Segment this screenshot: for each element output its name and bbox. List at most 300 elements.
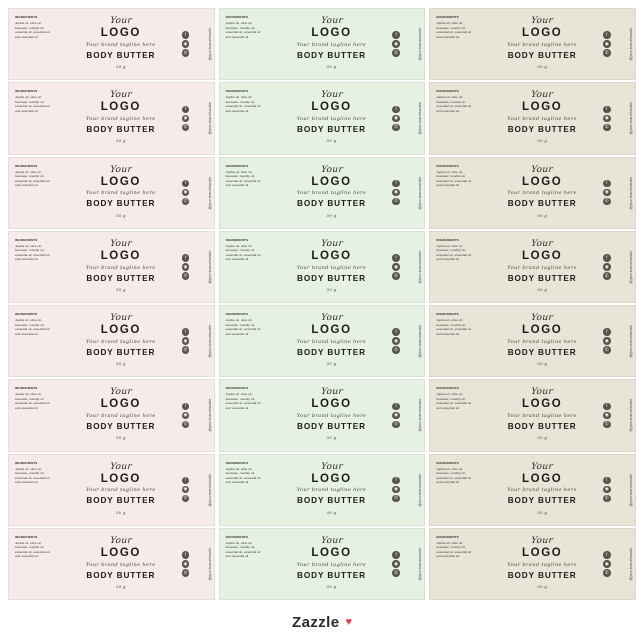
label-center [482, 380, 602, 450]
product-label[interactable] [429, 379, 636, 451]
facebook-icon[interactable]: f [392, 551, 400, 559]
label-rail [602, 9, 635, 79]
instagram-icon[interactable]: ◉ [604, 337, 609, 343]
product-name-text: BODY BUTTER [86, 50, 156, 60]
label-rail [181, 306, 214, 376]
website-text: @yourbrandhandle [629, 176, 633, 210]
website-text: @yourbrandhandle [418, 250, 423, 284]
facebook-icon[interactable]: f [392, 180, 400, 188]
instagram-icon[interactable]: ◉ [183, 560, 188, 566]
label-rail [391, 380, 424, 450]
tagline-text: Your brand tagline here [507, 487, 577, 494]
instagram-icon[interactable]: ◉ [604, 263, 609, 269]
logo-word-text: LOGO [311, 546, 352, 559]
phone-icon[interactable]: ✆ [394, 421, 398, 427]
facebook-icon[interactable]: f [603, 403, 611, 411]
facebook-icon[interactable]: f [392, 328, 400, 336]
phone-icon[interactable]: ✆ [604, 421, 609, 427]
ingredients-block [9, 232, 61, 302]
ingredients-title: INGREDIENTS [436, 15, 459, 19]
label-rail [602, 380, 635, 450]
tagline-text: Your brand tagline here [507, 561, 577, 568]
product-name-text: BODY BUTTER [297, 50, 366, 60]
tagline-text: Your brand tagline here [507, 116, 577, 123]
phone-icon[interactable]: ✆ [183, 49, 188, 55]
phone-icon[interactable]: ✆ [394, 124, 398, 130]
social-icons [182, 403, 190, 429]
tagline-text: Your brand tagline here [86, 190, 156, 197]
ingredients-title: INGREDIENTS [225, 15, 249, 19]
logo-script-text: Your [109, 313, 133, 324]
label-center [61, 9, 181, 79]
label-center [482, 83, 602, 153]
heart-icon: ♥ [345, 615, 352, 628]
label-grid [8, 8, 636, 600]
logo-word-text: LOGO [522, 249, 563, 262]
label-center [272, 529, 392, 599]
zazzle-brand-label: Zazzle [292, 613, 340, 631]
label-center [272, 9, 392, 79]
ingredients-title: INGREDIENTS [15, 237, 38, 242]
logo-word-text: LOGO [311, 472, 352, 485]
website-text: @yourbrandhandle [629, 101, 633, 135]
phone-icon[interactable]: ✆ [183, 421, 188, 427]
logo-script-text: Your [109, 16, 133, 27]
social-icons [182, 328, 190, 354]
social-icons [182, 106, 190, 132]
logo-word-text: LOGO [100, 324, 141, 337]
tagline-text: Your brand tagline here [296, 413, 367, 420]
logo-script-text: Your [530, 238, 554, 249]
product-name-text: BODY BUTTER [507, 422, 577, 432]
product-label[interactable] [429, 82, 636, 154]
ingredients-title: INGREDIENTS [436, 89, 459, 94]
instagram-icon[interactable]: ◉ [604, 189, 609, 195]
product-label[interactable] [8, 157, 215, 229]
ingredients-text: Jojoba oil, olive oil, beeswax, rosehip oil, essential oil, essential oil and essential oil. [225, 392, 261, 410]
social-icons [392, 31, 400, 57]
facebook-icon[interactable]: f [392, 254, 400, 262]
product-label[interactable] [429, 231, 636, 303]
phone-icon[interactable]: ✆ [604, 346, 609, 352]
logo-script-text: Your [530, 90, 554, 101]
website-text: @yourbrandhandle [207, 547, 212, 581]
tagline-text: Your brand tagline here [507, 413, 577, 420]
product-label[interactable] [429, 8, 636, 80]
product-name-text: BODY BUTTER [507, 199, 577, 209]
website-text: @yourbrandhandle [207, 324, 212, 358]
volume-text: 50 g [115, 138, 126, 144]
logo-script-text: Your [320, 90, 344, 101]
ingredients-block [220, 9, 272, 79]
tagline-text: Your brand tagline here [86, 41, 156, 48]
label-rail [602, 232, 635, 302]
website-text: @yourbrandhandle [418, 27, 423, 61]
ingredients-title: INGREDIENTS [436, 534, 459, 539]
ingredients-block [220, 83, 272, 153]
instagram-icon[interactable]: ◉ [394, 263, 398, 269]
product-name-text: BODY BUTTER [86, 125, 156, 135]
ingredients-block [220, 158, 272, 228]
ingredients-title: INGREDIENTS [225, 460, 249, 465]
facebook-icon[interactable]: f [392, 31, 400, 39]
volume-text: 50 g [115, 64, 126, 69]
ingredients-text: Jojoba oil, olive oil, beeswax, rosehip oil, essential oil, essential oil and essential oil. [15, 21, 50, 39]
website-text: @yourbrandhandle [629, 27, 633, 61]
volume-text: 50 g [537, 435, 548, 441]
tagline-text: Your brand tagline here [86, 413, 156, 420]
website-text: @yourbrandhandle [629, 250, 633, 284]
instagram-icon[interactable]: ◉ [183, 40, 188, 46]
ingredients-title: INGREDIENTS [15, 534, 38, 539]
label-center [61, 455, 181, 525]
volume-text: 50 g [537, 286, 548, 292]
logo-word-text: LOGO [522, 27, 563, 40]
facebook-icon[interactable]: f [392, 106, 400, 114]
ingredients-block [430, 455, 482, 525]
product-label[interactable] [429, 305, 636, 377]
label-center [482, 455, 602, 525]
logo-script-text: Your [320, 164, 344, 175]
label-center [61, 529, 181, 599]
product-label[interactable] [219, 82, 426, 154]
website-text: @yourbrandhandle [207, 27, 212, 61]
label-rail [602, 83, 635, 153]
website-text: @yourbrandhandle [629, 547, 633, 581]
logo-script-text: Your [109, 90, 133, 101]
product-label[interactable] [219, 379, 426, 451]
logo-script-text: Your [320, 535, 344, 546]
website-text: @yourbrandhandle [629, 473, 633, 507]
facebook-icon[interactable]: f [603, 551, 611, 559]
logo-script-text: Your [109, 164, 133, 175]
social-icons [603, 551, 611, 577]
ingredients-title: INGREDIENTS [225, 237, 249, 242]
label-center [272, 158, 392, 228]
product-label[interactable] [8, 379, 215, 451]
website-text: @yourbrandhandle [418, 101, 423, 135]
tagline-text: Your brand tagline here [507, 264, 577, 271]
phone-icon[interactable]: ✆ [394, 346, 398, 352]
product-label[interactable] [8, 454, 215, 526]
ingredients-block [220, 232, 272, 302]
label-rail [602, 455, 635, 525]
ingredients-text: Jojoba oil, olive oil, beeswax, rosehip oil, essential oil, essential oil and essential oil. [15, 466, 50, 485]
ingredients-text: Jojoba oil, olive oil, beeswax, rosehip oil, essential oil, essential oil and essential oil. [225, 466, 261, 485]
label-center [482, 158, 602, 228]
logo-word-text: LOGO [311, 27, 352, 40]
label-rail [181, 455, 214, 525]
product-label[interactable] [219, 231, 426, 303]
label-center [272, 380, 392, 450]
ingredients-text: Jojoba oil, olive oil, beeswax, rosehip oil, essential oil, essential oil and essential oil. [225, 318, 261, 336]
ingredients-title: INGREDIENTS [15, 460, 38, 465]
product-name-text: BODY BUTTER [507, 347, 577, 357]
facebook-icon[interactable]: f [603, 477, 611, 485]
ingredients-block [220, 306, 272, 376]
logo-word-text: LOGO [311, 398, 352, 411]
ingredients-text: Jojoba oil, olive oil, beeswax, rosehip oil, essential oil, essential oil and essential oil. [225, 540, 261, 559]
social-icons [182, 254, 190, 280]
phone-icon[interactable]: ✆ [183, 346, 188, 352]
volume-text: 50 g [326, 286, 337, 292]
product-name-text: BODY BUTTER [297, 199, 366, 209]
logo-word-text: LOGO [522, 324, 563, 337]
social-icons [603, 254, 611, 280]
website-text: @yourbrandhandle [207, 250, 212, 284]
phone-icon[interactable]: ✆ [394, 495, 398, 501]
website-text: @yourbrandhandle [418, 324, 423, 358]
website-text: @yourbrandhandle [629, 324, 633, 358]
phone-icon[interactable]: ✆ [604, 49, 609, 55]
tagline-text: Your brand tagline here [296, 487, 367, 494]
label-rail [602, 529, 635, 599]
ingredients-title: INGREDIENTS [15, 386, 38, 391]
logo-script-text: Your [320, 313, 344, 324]
facebook-icon[interactable]: f [603, 180, 611, 188]
website-text: @yourbrandhandle [207, 101, 212, 135]
logo-word-text: LOGO [311, 324, 352, 337]
instagram-icon[interactable]: ◉ [183, 115, 188, 121]
label-center [482, 9, 602, 79]
logo-script-text: Your [109, 461, 133, 472]
label-center [272, 306, 392, 376]
volume-text: 50 g [326, 583, 337, 589]
social-icons [392, 328, 400, 354]
product-name-text: BODY BUTTER [507, 496, 577, 506]
ingredients-title: INGREDIENTS [225, 386, 249, 391]
volume-text: 50 g [537, 583, 548, 589]
tagline-text: Your brand tagline here [86, 116, 156, 123]
instagram-icon[interactable]: ◉ [183, 263, 188, 269]
facebook-icon[interactable]: f [182, 328, 190, 336]
volume-text: 50 g [326, 509, 337, 515]
tagline-text: Your brand tagline here [296, 190, 367, 197]
logo-script-text: Your [530, 535, 554, 546]
ingredients-block [9, 306, 61, 376]
instagram-icon[interactable]: ◉ [394, 337, 398, 343]
phone-icon[interactable]: ✆ [183, 495, 188, 501]
volume-text: 50 g [115, 583, 126, 589]
facebook-icon[interactable]: f [182, 551, 190, 559]
phone-icon[interactable]: ✆ [604, 272, 609, 278]
ingredients-text: Jojoba oil, olive oil, beeswax, rosehip oil, essential oil, essential oil and essential oil. [15, 169, 50, 188]
phone-icon[interactable]: ✆ [394, 198, 398, 204]
ingredients-text: Jojoba oil, olive oil, beeswax, rosehip oil, essential oil, essential oil and essential oil. [436, 318, 471, 336]
label-center [61, 83, 181, 153]
facebook-icon[interactable]: f [182, 180, 190, 188]
tagline-text: Your brand tagline here [296, 338, 367, 345]
product-label[interactable] [219, 8, 426, 80]
product-label[interactable] [219, 157, 426, 229]
product-name-text: BODY BUTTER [86, 570, 156, 580]
ingredients-block [9, 9, 61, 79]
instagram-icon[interactable]: ◉ [183, 412, 188, 418]
instagram-icon[interactable]: ◉ [394, 189, 398, 195]
facebook-icon[interactable]: f [182, 403, 190, 411]
ingredients-block [220, 529, 272, 599]
social-icons [603, 180, 611, 206]
facebook-icon[interactable]: f [603, 328, 611, 336]
product-label[interactable] [429, 454, 636, 526]
phone-icon[interactable]: ✆ [604, 495, 609, 501]
phone-icon[interactable]: ✆ [183, 569, 188, 575]
ingredients-title: INGREDIENTS [225, 312, 249, 316]
label-rail [391, 232, 424, 302]
volume-text: 50 g [115, 509, 126, 515]
ingredients-title: INGREDIENTS [436, 237, 459, 242]
volume-text: 50 g [537, 509, 548, 515]
logo-word-text: LOGO [100, 101, 141, 114]
phone-icon[interactable]: ✆ [183, 198, 188, 204]
logo-word-text: LOGO [522, 398, 563, 411]
facebook-icon[interactable]: f [603, 31, 611, 39]
logo-script-text: Your [320, 461, 344, 472]
volume-text: 50 g [115, 286, 126, 292]
social-icons [392, 551, 400, 577]
tagline-text: Your brand tagline here [507, 338, 577, 345]
instagram-icon[interactable]: ◉ [183, 189, 188, 195]
label-center [272, 232, 392, 302]
ingredients-title: INGREDIENTS [225, 534, 249, 539]
phone-icon[interactable]: ✆ [183, 272, 188, 278]
logo-script-text: Your [530, 164, 554, 175]
social-icons [182, 477, 190, 503]
product-name-text: BODY BUTTER [86, 496, 156, 506]
ingredients-title: INGREDIENTS [225, 89, 249, 94]
social-icons [603, 477, 611, 503]
logo-word-text: LOGO [100, 175, 141, 188]
ingredients-text: Jojoba oil, olive oil, beeswax, rosehip oil, essential oil, essential oil and essential oil. [436, 169, 471, 188]
phone-icon[interactable]: ✆ [604, 569, 609, 575]
ingredients-block [220, 455, 272, 525]
instagram-icon[interactable]: ◉ [604, 40, 609, 46]
product-label[interactable] [219, 454, 426, 526]
facebook-icon[interactable]: f [182, 477, 190, 485]
instagram-icon[interactable]: ◉ [394, 115, 398, 121]
instagram-icon[interactable]: ◉ [394, 560, 398, 566]
product-label[interactable] [219, 305, 426, 377]
social-icons [392, 477, 400, 503]
instagram-icon[interactable]: ◉ [394, 40, 398, 46]
instagram-icon[interactable]: ◉ [394, 412, 398, 418]
ingredients-block [9, 455, 61, 525]
phone-icon[interactable]: ✆ [394, 49, 398, 55]
product-name-text: BODY BUTTER [297, 570, 366, 580]
label-rail [391, 529, 424, 599]
logo-script-text: Your [109, 387, 133, 398]
logo-word-text: LOGO [522, 175, 563, 188]
product-label[interactable] [429, 528, 636, 600]
phone-icon[interactable]: ✆ [394, 569, 398, 575]
tagline-text: Your brand tagline here [86, 487, 156, 494]
ingredients-block [430, 380, 482, 450]
website-text: @yourbrandhandle [418, 547, 423, 581]
label-rail [391, 9, 424, 79]
phone-icon[interactable]: ✆ [604, 198, 609, 204]
label-rail [181, 158, 214, 228]
website-text: @yourbrandhandle [418, 398, 423, 432]
label-rail [181, 380, 214, 450]
product-label[interactable] [8, 305, 215, 377]
ingredients-text: Jojoba oil, olive oil, beeswax, rosehip oil, essential oil, essential oil and essential oil. [15, 392, 50, 410]
website-text: @yourbrandhandle [629, 398, 633, 432]
social-icons [603, 403, 611, 429]
facebook-icon[interactable]: f [603, 106, 611, 114]
phone-icon[interactable]: ✆ [394, 272, 398, 278]
tagline-text: Your brand tagline here [296, 41, 367, 48]
instagram-icon[interactable]: ◉ [604, 412, 609, 418]
product-label[interactable] [8, 528, 215, 600]
logo-word-text: LOGO [100, 472, 141, 485]
product-label[interactable] [219, 528, 426, 600]
logo-script-text: Your [320, 387, 344, 398]
logo-script-text: Your [530, 387, 554, 398]
website-text: @yourbrandhandle [207, 473, 212, 507]
label-center [482, 529, 602, 599]
ingredients-title: INGREDIENTS [436, 460, 459, 465]
ingredients-text: Jojoba oil, olive oil, beeswax, rosehip oil, essential oil, essential oil and essential oil. [225, 21, 261, 39]
facebook-icon[interactable]: f [392, 477, 400, 485]
ingredients-title: INGREDIENTS [436, 386, 459, 391]
social-icons [182, 31, 190, 57]
logo-script-text: Your [530, 461, 554, 472]
ingredients-title: INGREDIENTS [436, 163, 459, 168]
facebook-icon[interactable]: f [603, 254, 611, 262]
ingredients-block [430, 529, 482, 599]
social-icons [392, 403, 400, 429]
volume-text: 50 g [115, 361, 126, 366]
product-label[interactable] [8, 8, 215, 80]
facebook-icon[interactable]: f [392, 403, 400, 411]
label-rail [181, 9, 214, 79]
ingredients-block [9, 529, 61, 599]
label-rail [391, 83, 424, 153]
facebook-icon[interactable]: f [182, 106, 190, 114]
volume-text: 50 g [326, 64, 337, 69]
tagline-text: Your brand tagline here [296, 561, 367, 568]
label-rail [181, 83, 214, 153]
ingredients-text: Jojoba oil, olive oil, beeswax, rosehip oil, essential oil, essential oil and essential oil. [15, 540, 50, 559]
instagram-icon[interactable]: ◉ [604, 115, 609, 121]
ingredients-block [9, 158, 61, 228]
phone-icon[interactable]: ✆ [183, 124, 188, 130]
instagram-icon[interactable]: ◉ [183, 337, 188, 343]
product-name-text: BODY BUTTER [507, 125, 577, 135]
volume-text: 50 g [115, 212, 126, 218]
instagram-icon[interactable]: ◉ [183, 486, 188, 492]
product-name-text: BODY BUTTER [86, 422, 156, 432]
label-rail [602, 306, 635, 376]
product-name-text: BODY BUTTER [86, 347, 156, 357]
logo-word-text: LOGO [100, 249, 141, 262]
instagram-icon[interactable]: ◉ [394, 486, 398, 492]
product-name-text: BODY BUTTER [86, 273, 156, 283]
product-label[interactable] [8, 82, 215, 154]
social-icons [603, 328, 611, 354]
volume-text: 50 g [537, 212, 548, 218]
product-label[interactable] [8, 231, 215, 303]
ingredients-text: Jojoba oil, olive oil, beeswax, rosehip oil, essential oil, essential oil and essential oil. [436, 392, 471, 410]
facebook-icon[interactable]: f [182, 31, 190, 39]
instagram-icon[interactable]: ◉ [604, 560, 609, 566]
facebook-icon[interactable]: f [182, 254, 190, 262]
product-label[interactable] [429, 157, 636, 229]
phone-icon[interactable]: ✆ [604, 124, 609, 130]
instagram-icon[interactable]: ◉ [604, 486, 609, 492]
ingredients-block [9, 83, 61, 153]
ingredients-title: INGREDIENTS [15, 163, 38, 168]
